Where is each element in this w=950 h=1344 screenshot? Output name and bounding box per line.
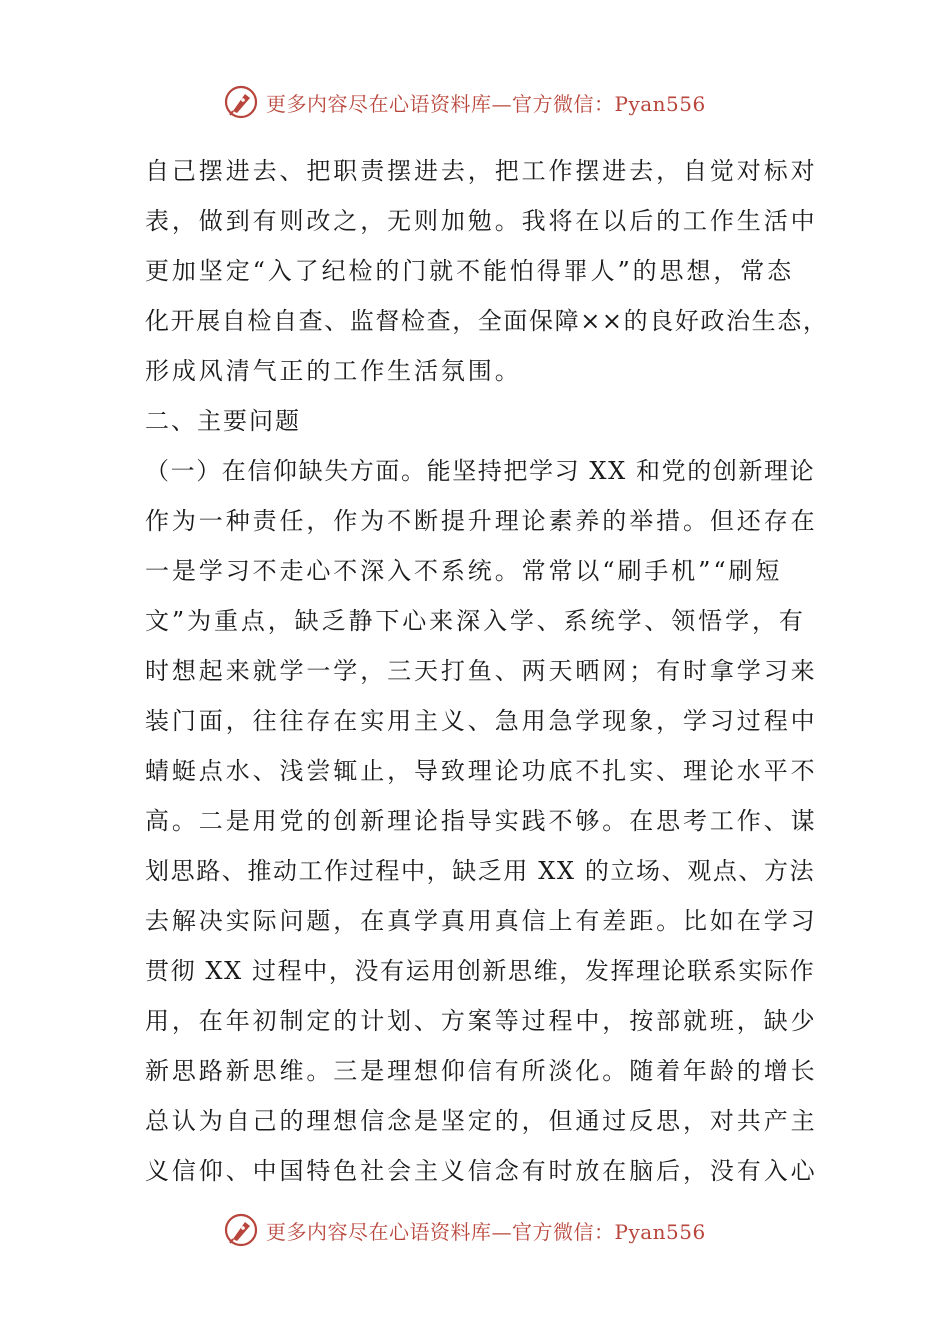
- text-line: 总认为自己的理想信念是坚定的，但通过反思，对共产主: [145, 1107, 818, 1135]
- section-heading: 二、主要问题: [145, 407, 301, 435]
- text-line: 贯彻 XX 过程中，没有运用创新思维，发挥理论联系实际作: [145, 957, 816, 985]
- text-line: 文”为重点，缺乏静下心来深入学、系统学、领悟学，有: [145, 607, 806, 635]
- text-line: 装门面，往往存在实用主义、急用急学现象，学习过程中: [145, 707, 818, 735]
- text-line: 更加坚定“入了纪检的门就不能怕得罪人”的思想，常态: [145, 257, 795, 285]
- footer-banner-text: 更多内容尽在心语资料库—官方微信：Pyan556: [266, 1219, 706, 1244]
- header-watermark: [224, 82, 744, 122]
- pen-nib-icon: [224, 1213, 258, 1247]
- text-line: 用，在年初制定的计划、方案等过程中，按部就班，缺少: [145, 1007, 818, 1035]
- text-line: 新思路新思维。三是理想仰信有所淡化。随着年龄的增长: [145, 1057, 818, 1085]
- text-line: （一）在信仰缺失方面。能坚持把学习 XX 和党的创新理论: [145, 457, 816, 485]
- text-line: 作为一种责任，作为不断提升理论素养的举措。但还存在: [145, 507, 818, 535]
- text-line: 表，做到有则改之，无则加勉。我将在以后的工作生活中: [145, 207, 818, 235]
- footer-watermark: [224, 1210, 744, 1250]
- text-line: 义信仰、中国特色社会主义信念有时放在脑后，没有入心: [145, 1157, 818, 1185]
- pen-nib-icon: [224, 85, 258, 119]
- document-body: [145, 146, 829, 1196]
- text-line: 化开展自检自查、监督检查，全面保障××的良好政治生态，: [145, 307, 829, 335]
- header-banner-text: 更多内容尽在心语资料库—官方微信：Pyan556: [266, 91, 706, 116]
- text-line: 去解决实际问题，在真学真用真信上有差距。比如在学习: [145, 907, 818, 935]
- text-line: 一是学习不走心不深入不系统。常常以“刷手机”“刷短: [145, 557, 783, 585]
- text-line: 划思路、推动工作过程中，缺乏用 XX 的立场、观点、方法: [145, 857, 816, 885]
- text-line: 形成风清气正的工作生活氛围。: [145, 357, 522, 385]
- text-line: 蜻蜓点水、浅尝辄止，导致理论功底不扎实、理论水平不: [145, 757, 818, 785]
- text-line: 时想起来就学一学，三天打鱼、两天晒网；有时拿学习来: [145, 657, 818, 685]
- text-line: 自己摆进去、把职责摆进去，把工作摆进去，自觉对标对: [145, 157, 818, 185]
- text-line: 高。二是用党的创新理论指导实践不够。在思考工作、谋: [145, 807, 818, 835]
